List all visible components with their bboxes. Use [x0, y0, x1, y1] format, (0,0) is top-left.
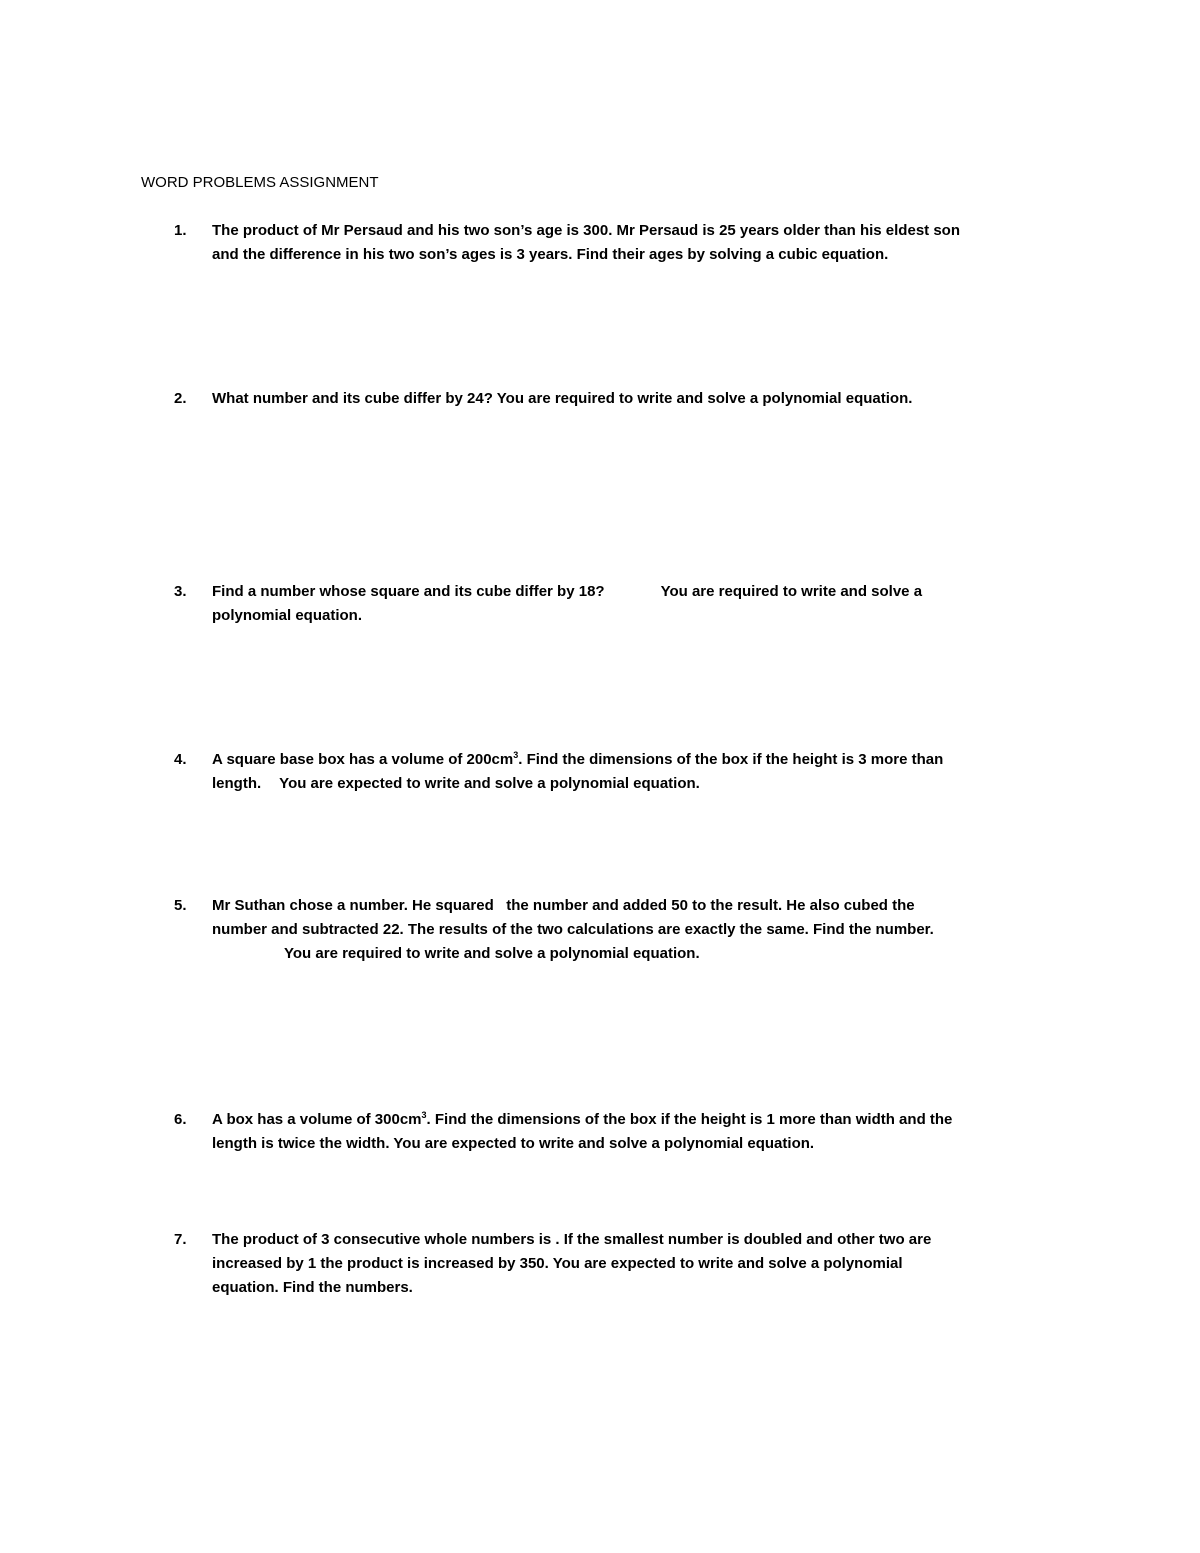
question-number: 3.	[174, 583, 187, 600]
question-line-part: You are required to write and solve a	[660, 583, 923, 600]
question-line: equation. Find the numbers.	[212, 1279, 413, 1296]
question-6	[174, 1108, 1074, 1156]
question-number: 2.	[174, 390, 187, 407]
question-line: polynomial equation.	[212, 607, 363, 624]
question-7	[174, 1228, 1074, 1300]
question-line: and the difference in his two son’s ages is 3 years. Find their ages by solving a cubic equation.	[212, 246, 889, 263]
question-number: 6.	[174, 1111, 187, 1128]
question-text	[212, 1228, 1072, 1300]
superscript: 3	[513, 750, 519, 760]
question-text	[212, 894, 1072, 966]
question-line-part: . Find the dimensions of the box if the height is 3 more than	[518, 751, 944, 768]
question-line: Mr Suthan chose a number. He squared the number and added 50 to the result. He also cubed the	[212, 897, 915, 914]
question-1	[174, 219, 1074, 267]
question-line: The product of 3 consecutive whole numbers is . If the smallest number is doubled and other two are	[212, 1231, 932, 1248]
question-line-part: . Find the dimensions of the box if the height is 1 more than width and the	[426, 1111, 953, 1128]
question-line-part: A box has a volume of 300cm	[212, 1111, 422, 1128]
question-line	[212, 580, 1072, 604]
question-4	[174, 748, 1074, 796]
question-line-part: length.	[212, 775, 262, 792]
question-text	[212, 1108, 1072, 1156]
question-line-part: You are expected to write and solve a polynomial equation.	[279, 775, 700, 792]
question-number: 7.	[174, 1231, 187, 1248]
question-text	[212, 387, 1072, 411]
question-line: number and subtracted 22. The results of the two calculations are exactly the same. Find the number.	[212, 921, 934, 938]
question-number: 4.	[174, 751, 187, 768]
question-number: 5.	[174, 897, 187, 914]
superscript: 3	[421, 1110, 427, 1120]
question-text	[212, 219, 1072, 267]
question-number: 1.	[174, 222, 187, 239]
question-text	[212, 580, 1072, 628]
question-line	[212, 772, 1072, 796]
question-line	[212, 1108, 1072, 1132]
question-line-part: Find a number whose square and its cube differ by 18?	[212, 583, 605, 600]
question-line-part: A square base box has a volume of 200cm	[212, 751, 514, 768]
question-line: The product of Mr Persaud and his two son’s age is 300. Mr Persaud is 25 years older than his eldest son	[212, 222, 960, 239]
question-2	[174, 387, 1074, 411]
question-line: You are required to write and solve a polynomial equation.	[284, 945, 700, 962]
question-line	[212, 748, 1072, 772]
question-line: increased by 1 the product is increased by 350. You are expected to write and solve a polynomial	[212, 1255, 903, 1272]
question-text	[212, 748, 1072, 796]
question-line: What number and its cube differ by 24? You are required to write and solve a polynomial equation.	[212, 390, 913, 407]
question-3	[174, 580, 1074, 628]
document-title: WORD PROBLEMS ASSIGNMENT	[141, 174, 379, 191]
question-5	[174, 894, 1074, 966]
question-line: length is twice the width. You are expected to write and solve a polynomial equation.	[212, 1135, 815, 1152]
